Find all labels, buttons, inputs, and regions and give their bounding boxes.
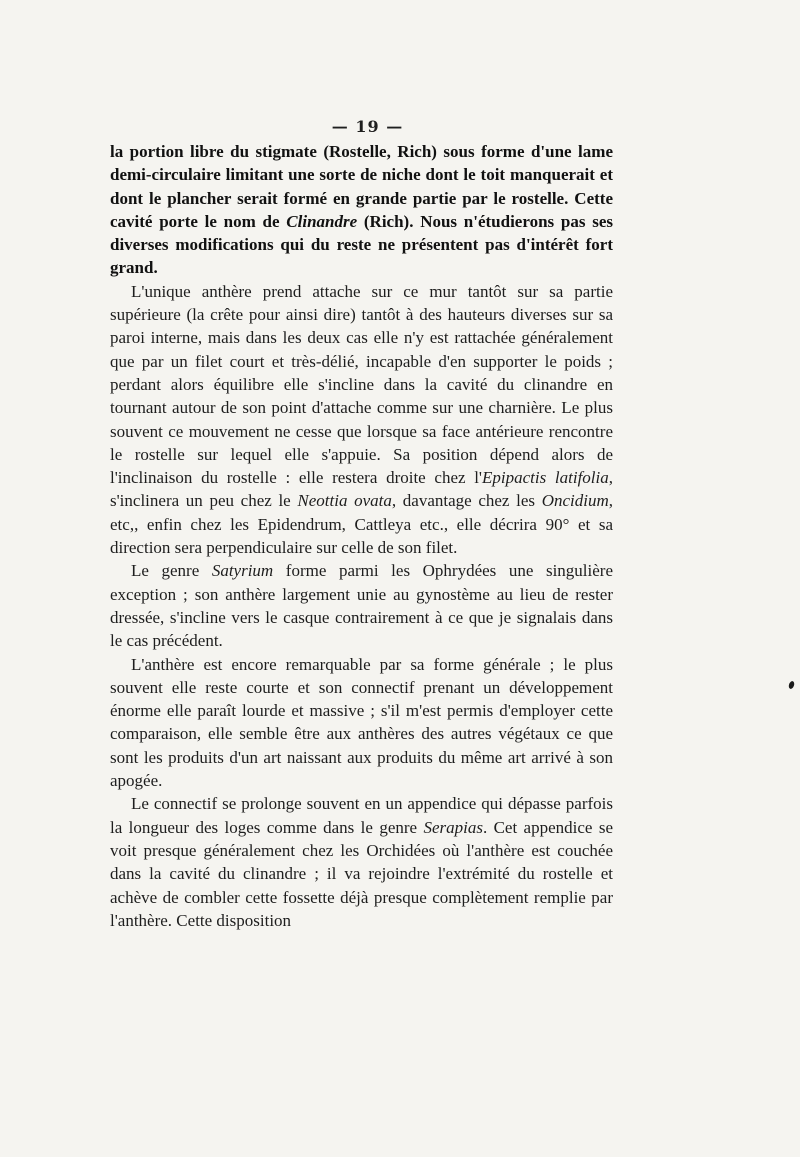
text-run: Le connectif se prolonge souvent en un appendice qui dépasse parfois la longueur des loges comme dans le genre [110,794,613,837]
paragraph-2 [110,559,613,652]
text-run: , etc,, enfin chez les Epidendrum, Cattleya etc., elle décrira 90° et sa direction sera perpendiculaire sur celle de son filet. [110,491,613,558]
italic-term: Satyrium [211,561,274,581]
ink-blot [788,680,795,689]
italic-term: Serapias [423,817,483,837]
text-run: , davantage chez les [391,491,542,511]
italic-term: Neottia ovata [297,491,392,511]
paragraph-0 [110,140,613,280]
italic-term: Oncidium [541,491,609,511]
paragraph-1 [110,280,613,560]
text-run: . Cet appendice se voit presque généralement chez les Orchidées où l'anthère est couchée dans la cavité du clinandre ; il va rejoindre l'extrémité du rostelle et achève de combler cette fossette déjà presque complètement remplie par l'anthère. Cette disposition [110,817,613,930]
italic-term: Epipactis latifolia [482,468,609,488]
text-run: (Rich). Nous n'étudierons pas ses diverses modifications qui du reste ne présentent pas d'intérêt fort grand. [110,211,613,278]
paragraph-3 [110,653,613,793]
paragraph-4 [110,792,613,932]
page-number: — 19 — [331,117,404,136]
italic-term: Clinandre [286,211,358,231]
text-run: Le genre [131,561,212,581]
text-run: , s'inclinera un peu chez le [110,468,613,511]
text-run: L'unique anthère prend attache sur ce mur tantôt sur sa partie supérieure (la crête pour ainsi dire) tantôt à des hauteurs diverses sur sa paroi interne, mais dans les deux cas elle n'y est rattachée généralement que par un filet court et très-délié, incapable d'en supporter le poids ; perdant alors équilibre elle s'incline dans la cavité du clinandre en tournant autour de son point d'attache comme sur une charnière. Le plus souvent ce mouvement ne cesse que lorsque sa face antérieure rencontre le rostelle sur lequel elle s'appuie. Sa position dépend alors de l'inclinaison du rostelle : elle restera droite chez l' [110,281,613,488]
text-run: la portion libre du stigmate (Rostelle, Rich) sous forme d'une lame demi-circulaire limitant une sorte de niche dont le toit manquerait et dont le plancher serait formé en grande partie par le rostelle. Cette cavité porte le nom de [110,142,613,231]
text-run: L'anthère est encore remarquable par sa forme générale ; le plus souvent elle reste courte et son connectif prenant un développement énorme elle paraît lourde et massive ; s'il m'est permis d'employer cette comparaison, elle semble être aux anthères des autres végétaux ce que sont les produits d'un art naissant aux produits du même art arrivé à son apogée. [110,654,613,791]
text-run: forme parmi les Ophrydées une singulière exception ; son anthère largement unie au gynostème au lieu de rester dressée, s'incline vers le casque contrairement à ce que je signalais dans le cas précédent. [110,561,613,651]
body-text [110,140,613,932]
